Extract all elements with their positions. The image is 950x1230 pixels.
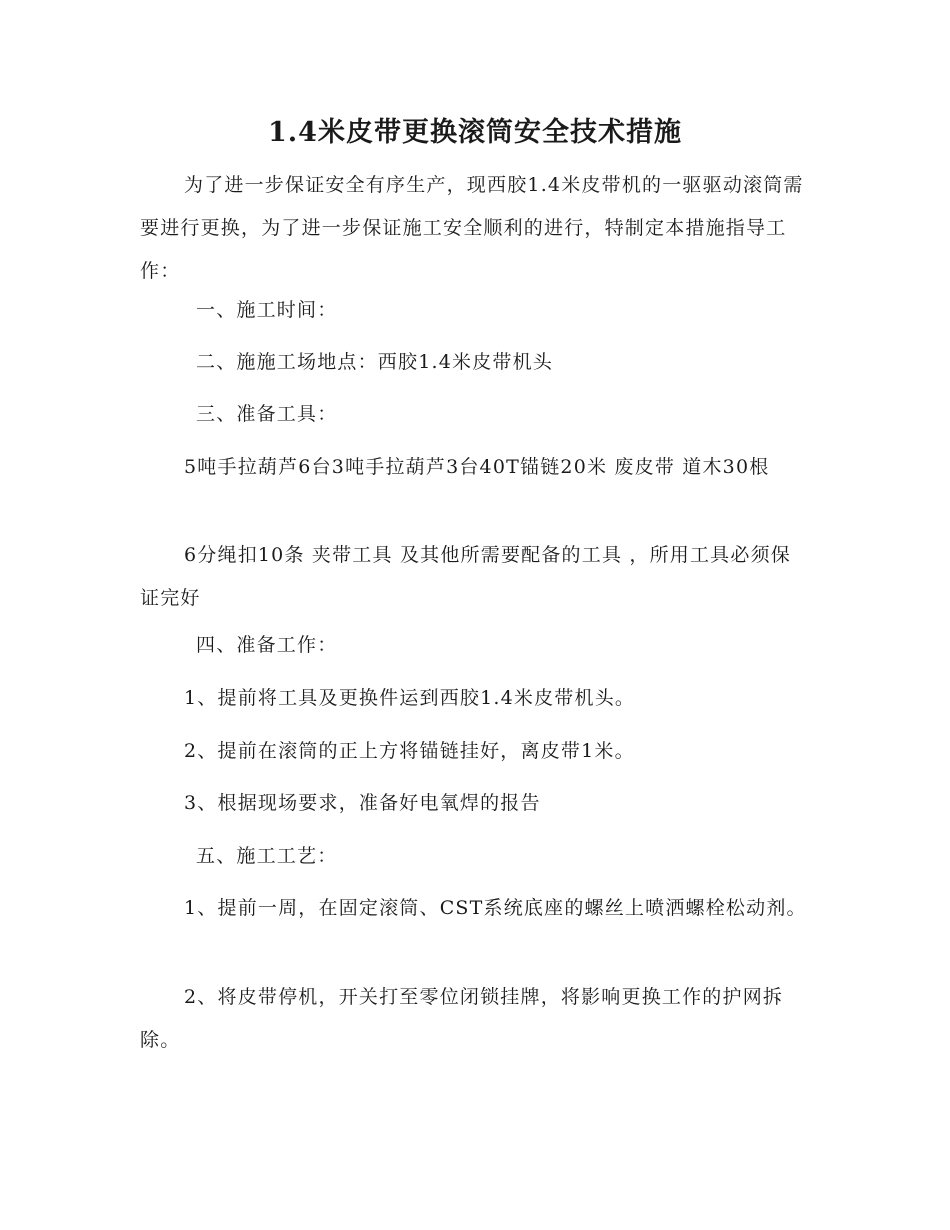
process-item-1: 1、提前一周，在固定滚筒、CST系统底座的螺丝上喷洒螺栓松动剂。 — [184, 897, 807, 919]
preparation-item-1: 1、提前将工具及更换件运到西胶1.4米皮带机头。 — [184, 687, 636, 709]
tools-paragraph-2: 6分绳扣10条 夹带工具 及其他所需要配备的工具 ，所用工具必须保证完好 — [140, 544, 791, 609]
section-heading-time: 一、施工时间： — [196, 299, 338, 321]
section-heading-preparation: 四、准备工作： — [196, 634, 338, 656]
preparation-item-3: 3、根据现场要求，准备好电氧焊的报告 — [184, 792, 541, 814]
section-heading-process: 五、施工工艺： — [196, 845, 338, 867]
intro-paragraph: 为了进一步保证安全有序生产，现西胶1.4米皮带机的一驱驱动滚筒需要进行更换，为了进一步保证施工安全顺利的进行，特制定本措施指导工作： — [140, 174, 804, 282]
process-item-2: 2、将皮带停机，开关打至零位闭锁挂牌，将影响更换工作的护网拆除。 — [140, 986, 784, 1051]
preparation-item-2: 2、提前在滚筒的正上方将锚链挂好，离皮带1米。 — [184, 740, 635, 762]
section-heading-location: 二、施施工场地点：西胶1.4米皮带机头 — [196, 351, 554, 373]
tools-paragraph-1: 5吨手拉葫芦6台3吨手拉葫芦3台40T锚链20米 废皮带 道木30根 — [184, 456, 770, 478]
document-title: 1.4米皮带更换滚筒安全技术措施 — [268, 117, 682, 148]
section-heading-tools: 三、准备工具： — [196, 403, 338, 425]
